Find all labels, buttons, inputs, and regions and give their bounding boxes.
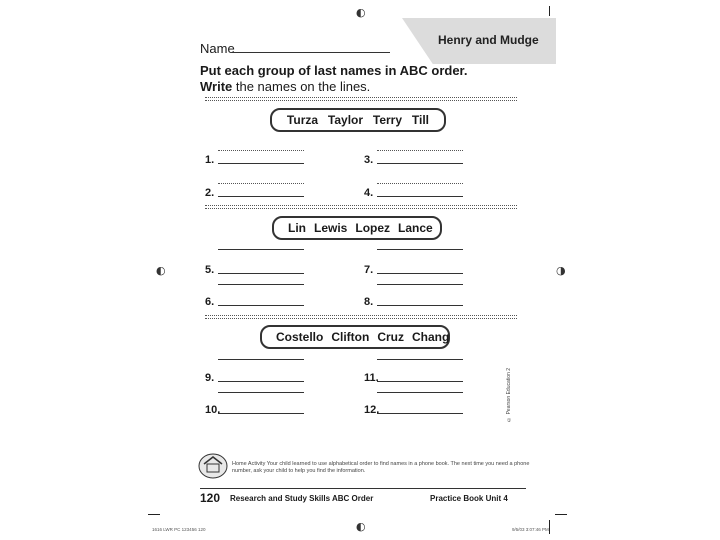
answer-guide-line [377, 359, 463, 360]
registration-mark-icon: ◐ [356, 520, 366, 533]
name-word: Terry [372, 113, 403, 127]
item-number: 3. [364, 154, 374, 166]
answer-line[interactable] [377, 273, 463, 274]
section-divider [205, 315, 517, 319]
answer-guide-line [377, 150, 463, 151]
answer-line[interactable] [377, 163, 463, 164]
item-number: 8. [364, 296, 374, 308]
crop-mark [148, 514, 160, 515]
name-line[interactable] [232, 52, 390, 53]
name-word: Lopez [355, 221, 391, 235]
answer-guide-line [218, 183, 304, 184]
name-word: Cruz [377, 330, 405, 344]
item-number: 7. [364, 264, 374, 276]
answer-line[interactable] [218, 163, 304, 164]
print-timestamp: 9/5/03 3:07:46 PM [512, 527, 549, 532]
answer-line[interactable] [218, 413, 304, 414]
page-number: 120 [200, 491, 221, 505]
item-number: 6. [205, 296, 215, 308]
section-divider [205, 205, 517, 209]
answer-guide-line [377, 249, 463, 250]
section-divider [205, 97, 517, 101]
crop-mark [555, 514, 567, 515]
instruction-line-2 [200, 79, 370, 94]
answer-line[interactable] [218, 381, 304, 382]
item-number: 4. [364, 187, 374, 199]
name-label: Name [200, 41, 235, 56]
answer-line[interactable] [377, 381, 463, 382]
school-home-logo-icon [198, 452, 228, 480]
name-word: Lin [288, 221, 306, 235]
answer-guide-line [377, 183, 463, 184]
answer-line[interactable] [377, 196, 463, 197]
name-box-group-2 [272, 216, 442, 240]
name-word: Clifton [331, 330, 370, 344]
answer-guide-line [218, 392, 304, 393]
book-label: Practice Book Unit 4 [430, 494, 508, 503]
story-title: Henry and Mudge [438, 33, 539, 47]
home-activity-text: Home Activity Your child learned to use alphabetical order to find names in a phone book. The next time you need a phone number, ask your child to help you find the information. [232, 461, 530, 474]
answer-line[interactable] [218, 273, 304, 274]
answer-guide-line [218, 359, 304, 360]
crop-mark [549, 520, 550, 534]
item-number: 9. [205, 372, 215, 384]
print-slug: 1616 LWR PC 123456 120 [152, 527, 206, 532]
registration-mark-icon: ◑ [556, 264, 566, 277]
instruction-line-1: Put each group of last names in ABC order. [200, 63, 468, 78]
answer-line[interactable] [377, 305, 463, 306]
registration-mark-icon: ◐ [156, 264, 166, 277]
answer-guide-line [377, 392, 463, 393]
answer-line[interactable] [218, 196, 304, 197]
answer-guide-line [377, 284, 463, 285]
skill-label: Research and Study Skills ABC Order [230, 494, 374, 503]
item-number: 12. [364, 404, 380, 416]
name-word: Lewis [314, 221, 348, 235]
name-box-group-1 [270, 108, 446, 132]
answer-guide-line [218, 150, 304, 151]
crop-mark [549, 6, 550, 16]
name-word: Chang [412, 330, 450, 344]
item-number: 5. [205, 264, 215, 276]
answer-line[interactable] [377, 413, 463, 414]
answer-line[interactable] [218, 305, 304, 306]
answer-guide-line [218, 284, 304, 285]
name-box-group-3 [260, 325, 450, 349]
name-word: Turza [286, 113, 319, 127]
registration-mark-icon: ◐ [356, 6, 366, 19]
name-word: Taylor [327, 113, 364, 127]
copyright-notice: © Pearson Education 2 [506, 368, 512, 422]
footer-rule [200, 488, 526, 489]
name-word: Till [411, 113, 430, 127]
item-number: 2. [205, 187, 215, 199]
item-number: 1. [205, 154, 215, 166]
name-word: Costello [276, 330, 324, 344]
item-number: 11. [364, 372, 379, 384]
instruction-line-2-rest: the names on the lines. [232, 79, 371, 94]
answer-guide-line [218, 249, 304, 250]
name-word: Lance [398, 221, 433, 235]
item-number: 10. [205, 404, 221, 416]
instruction-write-word: Write [200, 79, 233, 94]
